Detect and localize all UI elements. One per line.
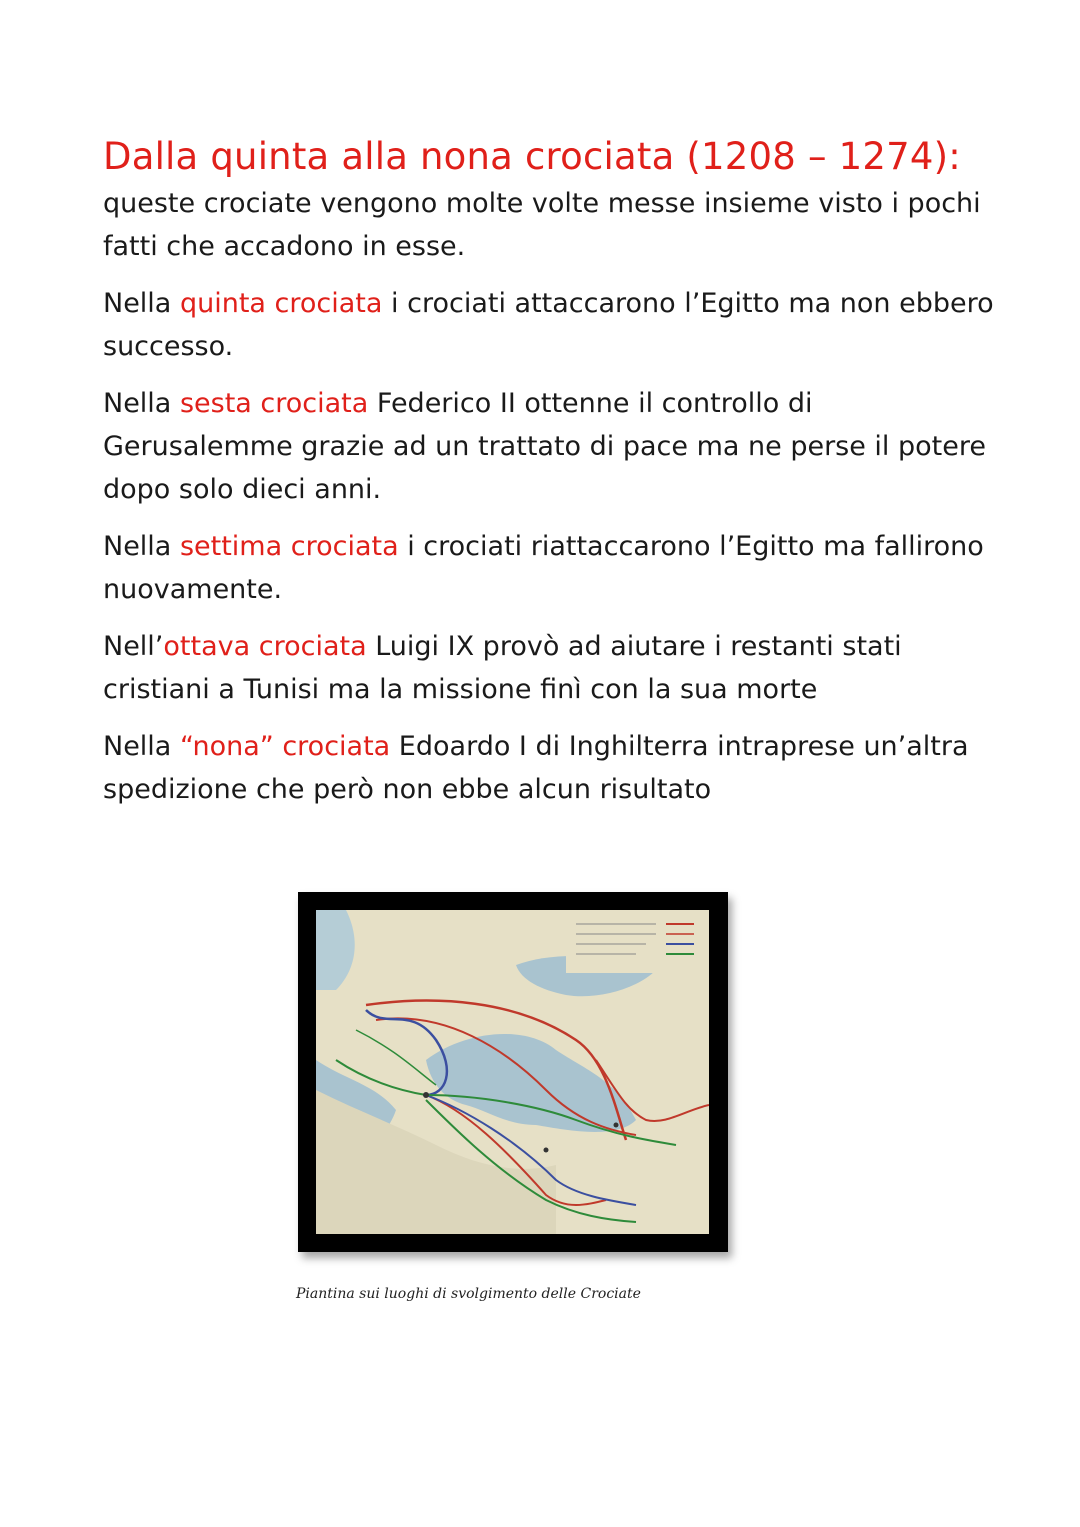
paragraph-rest: Edoardo I di Inghilterra intraprese un’altra spedizione che però non ebbe alcun risultato — [103, 731, 969, 805]
paragraph-fifth-crusade — [103, 282, 1003, 368]
paragraph-rest: Federico II ottenne il controllo di Gerusalemme grazie ad un trattato di pace ma ne perse il potere dopo solo dieci anni. — [103, 388, 986, 505]
paragraph-sixth-crusade — [103, 382, 1003, 511]
crusade-highlight: ottava crociata — [163, 631, 367, 662]
paragraph-lead: Nella — [103, 531, 180, 562]
paragraph-lead: Nella — [103, 388, 180, 419]
intro-paragraph: queste crociate vengono molte volte messe insieme visto i pochi fatti che accadono in esse. — [103, 188, 981, 262]
crusades-map-image — [316, 910, 709, 1234]
paragraph-ninth-crusade — [103, 725, 1003, 811]
paragraph-lead: Nella — [103, 731, 180, 762]
paragraph-eighth-crusade — [103, 625, 1003, 711]
paragraph-seventh-crusade — [103, 525, 1003, 611]
map-illustration — [316, 910, 709, 1234]
crusade-highlight: sesta crociata — [179, 388, 369, 419]
crusade-highlight: settima crociata — [179, 531, 399, 562]
map-caption: Piantina sui luoghi di svolgimento delle Crociate — [296, 1286, 641, 1302]
crusade-highlight: quinta crociata — [179, 288, 383, 319]
paragraph-rest: Luigi IX provò ad aiutare i restanti stati cristiani a Tunisi ma la missione finì con la sua morte — [103, 631, 902, 705]
crusade-highlight: “nona” crociata — [179, 731, 391, 762]
paragraph-rest: i crociati riattaccarono l’Egitto ma fallirono nuovamente. — [103, 531, 984, 605]
document-body — [103, 132, 1003, 825]
paragraph-lead: Nella — [103, 288, 180, 319]
paragraph-rest: i crociati attaccarono l’Egitto ma non ebbero successo. — [103, 288, 994, 362]
map-frame — [298, 892, 728, 1252]
page-title: Dalla quinta alla nona crociata (1208 – 1274): — [103, 135, 961, 178]
paragraph-lead: Nell’ — [103, 631, 164, 662]
